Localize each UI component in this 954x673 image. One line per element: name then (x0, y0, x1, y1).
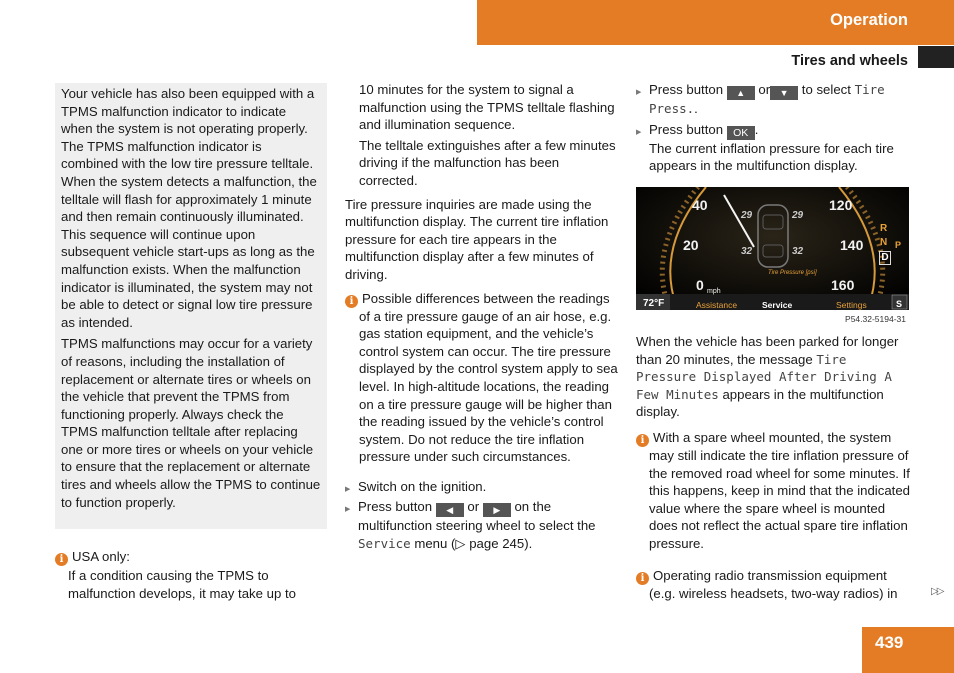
column-middle (345, 81, 620, 556)
gauge-tick-0: 0 (696, 277, 704, 293)
gauge-tick-20: 20 (683, 237, 699, 253)
continued-arrow-icon: ▷▷ (931, 586, 943, 597)
tpms-malfunction-box (55, 83, 327, 529)
multifunction-display-figure (636, 187, 909, 310)
subsection-title: Tires and wheels (791, 53, 908, 69)
page-number: 439 (875, 633, 904, 652)
parked-message-paragraph: When the vehicle has been parked for longer than 20 minutes, the message Tire Pressure Displayed After Driving A Few Minutes appears in the multifunction display. (636, 334, 899, 420)
corner-indicator: S (896, 299, 903, 309)
step-press-ok: ▶ Press button OK . (636, 121, 911, 140)
section-title: Operation (830, 11, 908, 29)
right-arrow-button: ▶ (483, 503, 511, 517)
note-continued: The telltale extinguishes after a few minutes driving if the malfunction has been corrected. (359, 137, 616, 188)
tire-rear-left: 32 (741, 246, 753, 257)
speed-unit: mph (707, 288, 721, 295)
body-paragraph: Tire pressure inquiries are made using the multifunction display. The current tire inflation pressure for each tire appears in the multifunction display after a few minutes of driving. (345, 196, 609, 282)
info-icon: i (636, 572, 649, 585)
info-icon: i (55, 553, 68, 566)
info-icon: i (636, 434, 649, 447)
info-icon: i (345, 295, 358, 308)
tire-front-right: 29 (792, 210, 804, 221)
up-arrow-button: ▲ (727, 86, 755, 100)
down-arrow-button: ▼ (770, 86, 798, 100)
step-select-service: ▶ Press button ◀ or ▶ on the multifunction steering wheel to select the Service menu (▷ page 245). (345, 498, 620, 552)
column-right (636, 81, 911, 178)
tire-front-left: 29 (741, 210, 753, 221)
gear-p: P (895, 240, 902, 250)
gear-n: N (880, 237, 888, 248)
ok-button: OK (727, 126, 755, 140)
box-paragraph: TPMS malfunctions may occur for a variety of reasons, including the installation of replacement or alternate tires or wheels on the vehicle that prevent the TPMS from functioning properly. Always check the TPMS malfunction telltale after replacing one or more tires or wheels on your vehicle to ensure that the replacement or alternate tires and wheels allow the TPMS to continue to function properly. (61, 336, 321, 510)
usa-note (55, 548, 327, 605)
outside-temp: 72°F (643, 298, 665, 309)
left-arrow-button: ◀ (436, 503, 464, 517)
gauge-tick-40: 40 (692, 197, 708, 213)
step-ignition: ▶ Switch on the ignition. (345, 478, 620, 496)
note-text: If a condition causing the TPMS to malfunction develops, it may take up to (68, 568, 296, 601)
step-result: The current inflation pressure for each tire appears in the multifunction display. (649, 140, 894, 174)
pressure-difference-note: i Possible differences between the readings of a tire pressure gauge of an air hose, e.g. gas station equipment, and the vehicle’s control system can occur. The tire pressure displayed by the control system apply to sea level. In high-altitude locations, the reading on a tire pressure gauge will be higher than the reading issued by the vehicle’s control system. Do not reduce the tire inflation pressure under such circumstances. (345, 290, 620, 466)
note-title: USA only: (72, 549, 130, 564)
instrument-cluster-graphic (636, 187, 909, 310)
menu-settings: Settings (836, 300, 867, 310)
thumb-index-marker (918, 46, 954, 68)
gauge-tick-160: 160 (831, 277, 855, 293)
column-right-lower (636, 333, 912, 605)
gear-r: R (880, 223, 888, 234)
figure-caption: P54.32-5194-31 (845, 314, 906, 324)
step-select-tire-press: ▶ Press button ▲ or ▼ to select Tire Press.. (636, 81, 911, 118)
menu-assistance: Assistance (696, 300, 738, 310)
gear-d: D (879, 251, 891, 265)
tire-rear-right: 32 (792, 246, 804, 257)
radio-equipment-note: i Operating radio transmission equipment (e.g. wireless headsets, two-way radios) in (636, 567, 912, 603)
spare-wheel-note: i With a spare wheel mounted, the system may still indicate the tire inflation pressure of the removed road wheel for some minutes. If this happens, keep in mind that the indicated value where the spare wheel is mounted does not reflect the actual spare tire inflation pressure. (636, 429, 912, 553)
menu-service: Service (762, 300, 793, 310)
gauge-tick-140: 140 (840, 237, 864, 253)
gauge-tick-120: 120 (829, 197, 853, 213)
box-paragraph: Your vehicle has also been equipped with a TPMS malfunction indicator to indicate when the system is not operating properly. The TPMS malfunction indicator is combined with the low tire pressure telltale. When the system detects a malfunction, the telltale will flash for approximately 1 minute and then remain continuously illuminated. This sequence will continue upon subsequent vehicle start-ups as long as the malfunction exists. When the malfunction indicator is illuminated, the system may not be able to detect or signal low tire pressure as intended. (61, 86, 317, 330)
screen-label: Tire Pressure [psi] (768, 270, 817, 276)
note-continued: 10 minutes for the system to signal a malfunction using the TPMS telltale flashing and illumination sequence. (359, 82, 615, 133)
